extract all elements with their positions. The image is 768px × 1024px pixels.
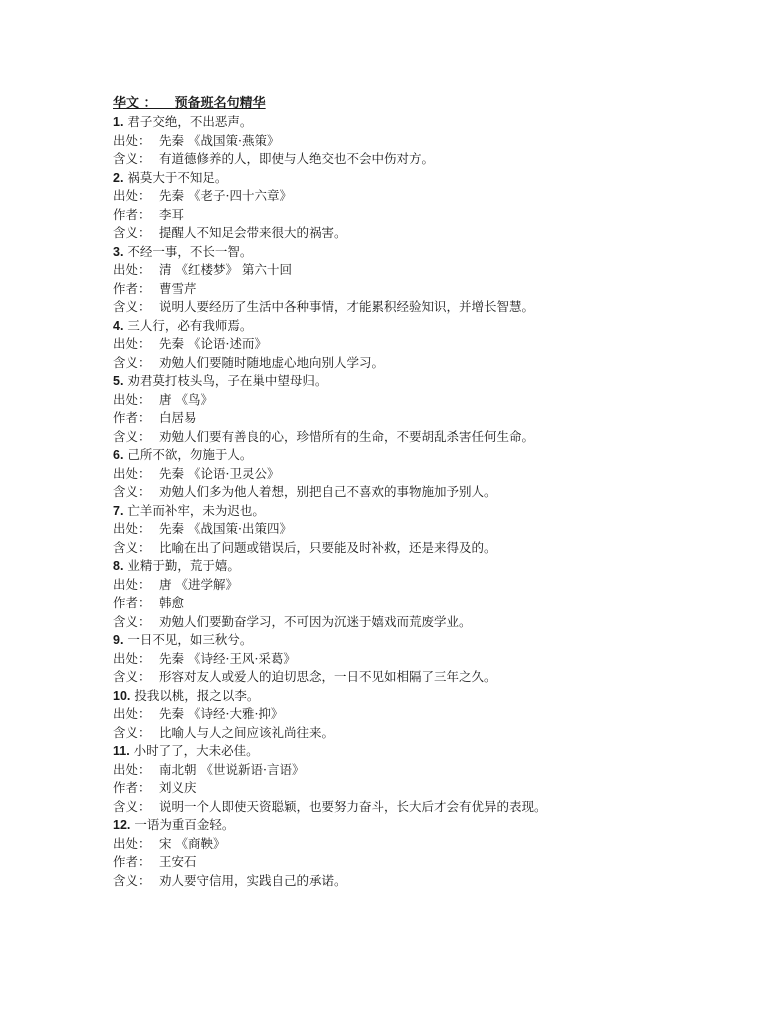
- source-line: [113, 465, 733, 484]
- quote-text: 小时了了，大未必佳。: [133, 743, 259, 758]
- quote-line: [113, 372, 733, 391]
- author-line: [113, 853, 733, 872]
- author-value: 王安石: [159, 854, 197, 869]
- meaning-line: [113, 224, 733, 243]
- author-line: [113, 779, 733, 798]
- meaning-line: [113, 668, 733, 687]
- author-value: 白居易: [159, 410, 197, 425]
- quote-list: [113, 113, 733, 890]
- author-line: [113, 206, 733, 225]
- source-label: 出处：: [113, 262, 151, 277]
- author-value: 李耳: [159, 206, 185, 222]
- quote-number: 6.: [113, 448, 124, 462]
- quote-item: [113, 557, 733, 631]
- source-line: [113, 576, 733, 595]
- quote-item: [113, 169, 733, 243]
- source-value: 先秦 《诗经·王风·采葛》: [159, 650, 296, 666]
- quote-text: 亡羊而补牢，未为迟也。: [127, 502, 265, 518]
- source-value: 南北朝 《世说新语·言语》: [159, 761, 305, 777]
- quote-number: 10.: [113, 688, 131, 703]
- author-value: 刘义庆: [159, 780, 197, 795]
- source-label: 出处：: [113, 391, 151, 407]
- source-label: 出处：: [113, 650, 151, 666]
- quote-text: 不经一事，不长一智。: [127, 243, 253, 259]
- quote-item: [113, 816, 733, 890]
- source-value: 唐 《进学解》: [159, 576, 238, 592]
- meaning-label: 含义：: [113, 428, 151, 444]
- quote-number: 7.: [113, 503, 124, 518]
- quote-line: [113, 816, 733, 835]
- quote-line: [113, 742, 733, 761]
- meaning-line: [113, 354, 733, 373]
- meaning-value: 比喻在出了问题或错误后，只要能及时补救，还是来得及的。: [159, 539, 497, 555]
- meaning-value: 说明人要经历了生活中各种事情，才能累积经验知识，并增长智慧。: [159, 299, 535, 314]
- source-line: [113, 261, 733, 280]
- quote-line: [113, 502, 733, 521]
- quote-text: 祸莫大于不知足。: [127, 169, 228, 185]
- source-label: 出处：: [113, 188, 151, 203]
- author-label: 作者：: [113, 780, 151, 795]
- source-label: 出处：: [113, 521, 151, 536]
- meaning-value: 劝人要守信用，实践自己的承诺。: [159, 872, 347, 888]
- author-line: [113, 594, 733, 613]
- quote-item: [113, 317, 733, 373]
- meaning-value: 劝勉人们多为他人着想，别把自己不喜欢的事物施加予别人。: [159, 484, 497, 499]
- quote-text: 君子交绝，不出恶声。: [127, 114, 253, 129]
- source-label: 出处：: [113, 576, 151, 592]
- source-value: 唐 《鸟》: [159, 391, 213, 407]
- meaning-line: [113, 483, 733, 502]
- quote-item: [113, 113, 733, 169]
- quote-text: 一语为重百金轻。: [134, 817, 235, 832]
- quote-item: [113, 243, 733, 317]
- quote-number: 8.: [113, 559, 124, 573]
- document-page: [113, 94, 733, 890]
- author-label: 作者：: [113, 595, 151, 610]
- quote-text: 一日不见，如三秋兮。: [127, 632, 253, 647]
- quote-number: 4.: [113, 318, 124, 333]
- quote-item: [113, 502, 733, 558]
- quote-line: [113, 687, 733, 706]
- quote-number: 9.: [113, 633, 124, 647]
- source-value: 先秦 《论语·卫灵公》: [159, 465, 280, 481]
- meaning-value: 有道德修养的人，即使与人绝交也不会中伤对方。: [159, 151, 435, 166]
- meaning-line: [113, 872, 733, 891]
- source-line: [113, 650, 733, 669]
- quote-line: [113, 169, 733, 188]
- document-title: 华文 ： 预备班名句精华: [113, 96, 266, 111]
- meaning-line: [113, 539, 733, 558]
- meaning-value: 劝勉人们要勤奋学习，不可因为沉迷于嬉戏而荒废学业。: [159, 613, 472, 629]
- meaning-line: [113, 428, 733, 447]
- source-line: [113, 520, 733, 539]
- meaning-value: 劝勉人们要随时随地虚心地向别人学习。: [159, 354, 385, 370]
- quote-line: [113, 557, 733, 576]
- meaning-label: 含义：: [113, 151, 151, 166]
- source-line: [113, 835, 733, 854]
- source-line: [113, 391, 733, 410]
- author-value: 韩愈: [159, 595, 185, 610]
- source-label: 出处：: [113, 465, 151, 481]
- author-line: [113, 280, 733, 299]
- quote-number: 5.: [113, 374, 124, 388]
- meaning-label: 含义：: [113, 798, 151, 814]
- quote-item: [113, 687, 733, 743]
- quote-line: [113, 446, 733, 465]
- meaning-value: 提醒人不知足会带来很大的祸害。: [159, 225, 347, 240]
- meaning-label: 含义：: [113, 354, 151, 370]
- meaning-label: 含义：: [113, 669, 151, 684]
- quote-text: 三人行，必有我师焉。: [127, 317, 253, 333]
- quote-number: 3.: [113, 244, 124, 259]
- source-label: 出处：: [113, 132, 151, 148]
- author-value: 曹雪芹: [159, 280, 197, 296]
- meaning-label: 含义：: [113, 484, 151, 499]
- author-label: 作者：: [113, 410, 151, 425]
- meaning-value: 劝勉人们要有善良的心，珍惜所有的生命，不要胡乱杀害任何生命。: [159, 428, 535, 444]
- author-label: 作者：: [113, 854, 151, 869]
- quote-text: 业精于勤，荒于嬉。: [127, 558, 240, 573]
- quote-number: 11.: [113, 744, 130, 758]
- meaning-value: 比喻人与人之间应该礼尚往来。: [159, 724, 335, 740]
- source-value: 先秦 《战国策·出策四》: [159, 521, 292, 536]
- quote-number: 1.: [113, 115, 124, 129]
- meaning-value: 说明一个人即使天资聪颖，也要努力奋斗，长大后才会有优异的表现。: [159, 798, 547, 814]
- source-line: [113, 187, 733, 206]
- source-value: 先秦 《战国策·燕策》: [159, 132, 280, 148]
- source-label: 出处：: [113, 761, 151, 777]
- source-label: 出处：: [113, 706, 151, 721]
- quote-text: 投我以桃，报之以李。: [134, 687, 260, 703]
- quote-line: [113, 113, 733, 132]
- quote-item: [113, 372, 733, 446]
- quote-line: [113, 317, 733, 336]
- quote-number: 12.: [113, 818, 131, 832]
- quote-line: [113, 243, 733, 262]
- source-line: [113, 132, 733, 151]
- author-label: 作者：: [113, 280, 151, 296]
- quote-item: [113, 742, 733, 816]
- author-label: 作者：: [113, 206, 151, 222]
- quote-text: 劝君莫打枝头鸟，子在巢中望母归。: [127, 373, 328, 388]
- quote-text: 己所不欲，勿施于人。: [127, 447, 253, 462]
- source-line: [113, 335, 733, 354]
- meaning-label: 含义：: [113, 613, 151, 629]
- meaning-line: [113, 150, 733, 169]
- quote-number: 2.: [113, 170, 124, 185]
- meaning-line: [113, 798, 733, 817]
- source-value: 先秦 《老子·四十六章》: [159, 188, 292, 203]
- meaning-value: 形容对友人或爱人的迫切思念，一日不见如相隔了三年之久。: [159, 669, 497, 684]
- meaning-line: [113, 724, 733, 743]
- meaning-label: 含义：: [113, 225, 151, 240]
- quote-item: [113, 631, 733, 687]
- source-value: 先秦 《诗经·大雅·抑》: [159, 706, 284, 721]
- source-label: 出处：: [113, 835, 151, 851]
- meaning-line: [113, 298, 733, 317]
- source-line: [113, 705, 733, 724]
- source-value: 先秦 《论语·述而》: [159, 336, 267, 351]
- meaning-label: 含义：: [113, 299, 151, 314]
- author-line: [113, 409, 733, 428]
- source-value: 清 《红楼梦》 第六十回: [159, 262, 292, 277]
- quote-line: [113, 631, 733, 650]
- meaning-line: [113, 613, 733, 632]
- meaning-label: 含义：: [113, 539, 151, 555]
- source-line: [113, 761, 733, 780]
- meaning-label: 含义：: [113, 872, 151, 888]
- meaning-label: 含义：: [113, 724, 151, 740]
- quote-item: [113, 446, 733, 502]
- source-label: 出处：: [113, 336, 151, 351]
- source-value: 宋 《商鞅》: [159, 835, 226, 851]
